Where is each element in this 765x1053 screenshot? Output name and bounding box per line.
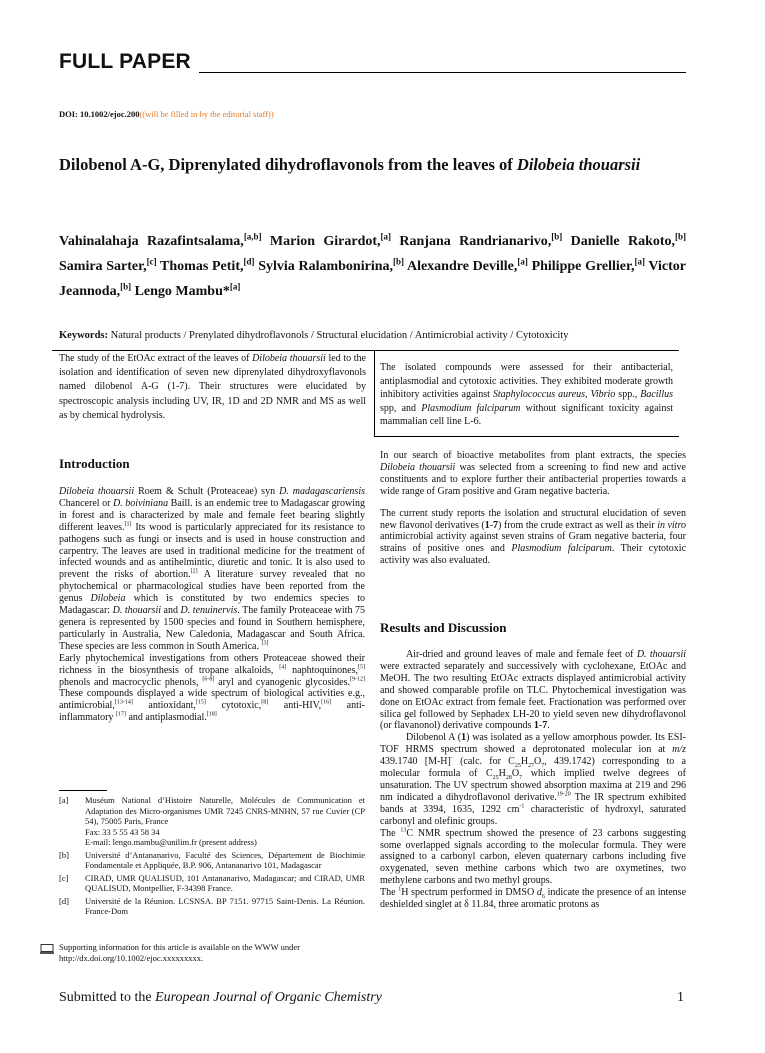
footnote-tag: [d] (59, 895, 69, 906)
italic-text: in vitro (657, 519, 686, 531)
abstract-text: without significant toxicity against mammalian cell line L-6. (380, 402, 673, 427)
keywords-label: Keywords: (59, 330, 108, 341)
footnote-body (85, 896, 365, 917)
body-text: - (489, 519, 494, 531)
abstract-text: The isolated compounds were assessed for their antibacterial, antiplasmodial and cytotoxic activities. They exhibited moderate growth inhibitory activities against (380, 362, 673, 400)
body-text: Its wood is particularly appreciated for its resistance to pathogens such as fungi or insects and is used in house construction and carpentry. The leaves are used in traditional medicine for the treatment of infected wounds and as antihelmintic, diuretic and tonic. It is also used to prevent the risks of abortion. (59, 521, 366, 581)
abstract-species: Dilobeia thouarsii (252, 353, 326, 364)
body-text: Dilobenol A ( (406, 732, 462, 744)
intro-body (59, 486, 365, 724)
subscript: 28 (505, 775, 512, 782)
right-paragraph-2 (380, 508, 686, 568)
header-label: FULL PAPER (59, 50, 191, 73)
body-text: which is constituted by two endemics species to Madagascar: (59, 593, 365, 617)
body-text: H (498, 768, 506, 780)
title-main: Dilobenol A-G, Diprenylated dihydroflavonols from the leaves of (59, 155, 517, 174)
paper-type-header (59, 50, 686, 76)
author-affiliation-mark: [b] (675, 231, 687, 242)
abstract-text: spp, and (380, 402, 422, 414)
body-text: These compounds displayed a wide spectrum of biological activities e.g., antimicrobial, (59, 688, 365, 712)
right-paragraph-1 (380, 450, 686, 498)
header-rule (199, 72, 686, 73)
superscript: [4] (279, 664, 287, 671)
footnote-body (85, 795, 365, 848)
author-name: Danielle Rakoto, (570, 234, 676, 249)
body-text: ) from the crude extract as well as their (498, 519, 658, 531)
italic-text: D. thouarsii (112, 605, 162, 617)
subscript: 25 (492, 775, 499, 782)
footnote-item (59, 795, 365, 848)
body-text: antimicrobial activity against seven strains of Gram negative bacteria, four strains of positive ones and (380, 531, 686, 555)
author-list (59, 229, 686, 304)
journal-name: European Journal of Organic Chemistry (155, 990, 382, 1005)
author-name: Marion Girardot, (269, 234, 381, 249)
author-affiliation-mark: [d] (243, 256, 255, 267)
footnote-item (59, 896, 365, 917)
subscript: 25 (514, 763, 521, 770)
author-affiliation-mark: [b] (393, 256, 404, 267)
body-text: indicate the presence of an intense deshielded singlet at δ 11.84, three aromatic protons as (380, 887, 687, 911)
intro-heading: Introduction (59, 456, 130, 471)
abstract-species: Staphylococcus aureus, Vibrio (492, 389, 616, 400)
body-text: The current study reports the isolation and structural elucidation of seven new flavonol derivatives ( (380, 507, 686, 531)
keywords (59, 330, 686, 341)
doi-note: ((will be filled in by the editorial staff)) (139, 109, 274, 119)
results-paragraph-2 (380, 732, 686, 827)
doi-text: DOI: 10.1002/ejoc.200 (59, 109, 140, 119)
superscript: -1 (519, 803, 525, 810)
italic-text: Dilobeia thouarsii (380, 461, 456, 473)
author-name: Vahinalahaja Razafintsalama, (59, 234, 244, 249)
author-affiliation-mark: [a] (517, 256, 528, 267)
page-number: 1 (677, 990, 684, 1005)
footnote-text: Muséum National d’Histoire Naturelle, Molécules de Communication et Adaptation des Micro-organismes UMR 7245 CNRS-MNHN, 57 rue Cuvier (CP 54), 75005 Paris, France (85, 795, 365, 826)
body-text: . (547, 720, 550, 732)
superscript: [9-12] (350, 676, 365, 683)
body-text: , 439.1742) corresponding to a molecular formula of C (380, 756, 686, 780)
superscript: [6-8] (202, 676, 215, 683)
body-text: (calc. for C (452, 756, 515, 768)
italic-text: D. thouarsii (636, 649, 687, 660)
affiliation-footnotes (59, 795, 365, 919)
italic-text: D. tenuinervis (180, 605, 238, 617)
body-text: Baill. is an endemic tree to Madagascar growing in forest and is characterized by male and female feet bearing slightly different leaves. (59, 497, 365, 533)
body-text: anti-inflammatory (59, 700, 365, 724)
superscript: [15] (195, 699, 206, 706)
subscript: 7 (541, 763, 545, 770)
abstract-text: led to the isolation and identification of seven new diprenylated dihydroxyflavonols named dilobenol A-G (1-7). Their structures were elucidated by spectroscopic analysis including UV, IR, 1D and 2D NMR and MS as well as by chemical hydrolysis. (59, 353, 366, 421)
footnote-rule (59, 790, 107, 791)
body-text: which implied twelve degrees of unsaturation. The UV spectrum showed absorption maxima at 219 and 296 nm indicated a dihydroflavonol derivative. (380, 768, 686, 803)
paper-title (59, 155, 719, 175)
abstract-species: Plasmodium falciparum (421, 402, 521, 414)
footnote-tag: [a] (59, 795, 69, 805)
footnote-item (59, 873, 365, 894)
superscript: [8] (261, 699, 269, 706)
abstract-text: The study of the EtOAc extract of the leaves of (59, 353, 253, 364)
body-text: Air-dried and ground leaves of male and female feet of (406, 649, 637, 660)
body-text: Chancerel or (59, 497, 114, 509)
abstract-right (380, 361, 673, 429)
body-text: aryl and cyanogenic glycosides. (214, 676, 350, 688)
intro-paragraph-2 (59, 653, 365, 724)
footnote-contact: E-mail: lengo.mambu@unilim.fr (present address) (85, 837, 257, 847)
body-text: C NMR spectrum showed the presence of 23 carbons suggesting some overlapped signals according to the molecular formula. They were assigned to a carbonyl carbon, eleven quaternary carbons including five oxygenated, seven methine carbons which two are oxymetines, two methylene carbons and two methyl groups. (380, 827, 687, 887)
body-text: . Their cytotoxic activity was also evaluated. (380, 543, 687, 567)
right-column-intro (380, 450, 686, 567)
bold-text: 1 (461, 732, 467, 744)
author-affiliation-mark: [a,b] (243, 231, 262, 242)
keywords-text: Natural products / Prenylated dihydroflavonols / Structural elucidation / Antimicrobial activity / Cytotoxicity (108, 330, 569, 341)
body-text: was selected from a screening to find new and active constituents and to explore further their antibacterial properties towards a wide range of Gram positive and Gram negative bacteria. (380, 461, 686, 497)
abstract-left (59, 352, 366, 423)
footnote-text: Université de la Réunion. LCSNSA. BP 7151. 97715 Saint-Denis. La Réunion. France-Dom (85, 895, 365, 916)
doi-line (59, 109, 274, 119)
body-text: In our search of bioactive metabolites from plant extracts, the species (380, 450, 686, 461)
author-name: Thomas Petit, (160, 259, 244, 274)
italic-text: Plasmodium falciparum (511, 543, 612, 555)
journal-footer (59, 990, 382, 1006)
footnote-tag: [c] (59, 872, 69, 883)
body-text: O (511, 768, 520, 780)
body-text: - (538, 720, 543, 732)
body-text: Roem & Schult (Proteaceae) syn (134, 486, 280, 497)
body-text: phenols and macrocyclic phenols, (59, 676, 203, 688)
footnote-body (85, 850, 365, 871)
superscript: 1 (398, 886, 402, 893)
results-heading: Results and Discussion (380, 620, 507, 635)
body-text: characteristic of hydroxyl, saturated carbonyl and olefinic groups. (380, 803, 687, 827)
author-name: Victor Jeannoda, (59, 259, 686, 299)
superscript: [1] (124, 521, 132, 528)
author-name: Philippe Grellier, (531, 259, 635, 274)
body-text: anti-HIV, (268, 700, 322, 712)
body-text: . The family Proteaceae with 75 genera is represented by 1500 species and found in Southern hemisphere, particularly in Australia, New Caledonia, Madagascar and South Africa. These species are less common in South America. (59, 605, 365, 652)
footnote-item (59, 850, 365, 871)
body-text: H (520, 756, 529, 768)
abstract-bottom-rule (374, 436, 679, 437)
results-paragraph-3 (380, 828, 686, 888)
subscript: 27 (528, 763, 535, 770)
results-paragraph-4 (380, 887, 686, 911)
abstract-text: spp., (615, 389, 641, 400)
superscript: [16] (321, 699, 332, 706)
body-text: O (534, 756, 542, 768)
body-text: were extracted separately and successively with cyclohexane, EtOAc and MeOH. The two resulting EtOAc extracts displayed antimicrobial activity and showed comparable profile on TLC. Phytochemical investigation was done on EtOAc extract from female feet. Fractionation was performed over silica gel followed by Sephadex LH-20 to yield seven new dihydroflavonol (or flavanonol) derivative compounds (380, 660, 686, 732)
body-text: naphtoquinones, (286, 664, 359, 676)
superscript: 19-20 (556, 791, 571, 798)
superscript: [13-14] (114, 699, 133, 706)
superscript: [2] (190, 569, 198, 576)
superscript: [5] (358, 664, 366, 671)
bold-text: 1 (484, 519, 490, 531)
supporting-info (40, 942, 370, 964)
body-text: The (380, 887, 399, 899)
footnote-contact: Fax: 33 5 55 43 58 34 (85, 826, 160, 837)
footnote-tag: [b] (59, 849, 69, 860)
superscript: 13 (400, 827, 407, 834)
bold-text: 7 (493, 519, 499, 531)
author-name: Samira Sarter, (59, 259, 147, 274)
body-text: Early phytochemical investigations from others Proteaceae showed their richness in the biosynthesis of tropane alkaloids, (59, 652, 365, 676)
author-affiliation-mark: [c] (146, 256, 157, 267)
results-body (380, 649, 686, 911)
footnote-text: Université d’Antananarivo, Faculté des Sciences, Département de Biochimie Fondamentale et Appliquée, B.P. 906, Antananarivo 101, Madagascar (85, 849, 365, 870)
italic-text: D. boiviniana (113, 497, 169, 509)
italic-text: Dilobeia (90, 593, 126, 605)
abstract-divider (374, 351, 375, 436)
italic-text: m/z (672, 744, 686, 756)
results-paragraph-1 (380, 649, 686, 732)
subscript: 6 (541, 894, 545, 901)
author-affiliation-mark: [a] (229, 281, 241, 292)
body-text: cytotoxic, (205, 700, 262, 712)
author-affiliation-mark: [a] (380, 231, 392, 242)
body-text: The IR spectrum exhibited bands at 3394, 1635, 1292 cm (380, 791, 687, 815)
abstract-species: Bacillus (640, 389, 673, 400)
title-species: Dilobeia thouarsii (516, 155, 641, 174)
supporting-info-text: Supporting information for this article is available on the WWW under http://dx.doi.org/10.1002/ejoc.xxxxxxxxx. (59, 942, 300, 963)
author-name: Alexandre Deville, (406, 259, 518, 274)
footer-prefix: Submitted to the (59, 990, 156, 1005)
superscript: [17] (115, 711, 126, 718)
author-affiliation-mark: [b] (120, 281, 132, 292)
author-affiliation-mark: [a] (634, 256, 645, 267)
body-text: A literature survey revealed that no phytochemical or pharmacological studies have been reported from the genus (59, 569, 365, 605)
bold-text: 1 (533, 720, 539, 732)
bold-text: 7 (542, 720, 548, 732)
author-affiliation-mark: [b] (551, 231, 563, 242)
author-name: Lengo Mambu* (134, 284, 230, 299)
body-text: The (380, 827, 401, 839)
body-text: 439.1740 [M-H] (380, 756, 451, 768)
footnote-body (85, 873, 365, 894)
body-text: and (161, 605, 181, 617)
superscript: - (450, 755, 453, 762)
abstract-top-rule (52, 350, 679, 351)
superscript: [18] (206, 711, 217, 718)
italic-text: d (536, 887, 542, 899)
body-text: ) was isolated as a yellow amorphous powder. Its ESI-TOF HRMS spectrum showed a deprotonated molecular ion at (380, 732, 686, 756)
footnote-text: CIRAD, UMR QUALISUD, 101 Antananarivo, Madagascar; and CIRAD, UMR QUALISUD, Montpellier, F-34398 France. (85, 872, 365, 893)
subscript: 7 (519, 775, 523, 782)
body-text: H spectrum performed in DMSO (401, 887, 537, 899)
body-text: antioxidant, (132, 700, 196, 712)
italic-text: Dilobeia thouarsii (59, 486, 135, 497)
author-name: Ranjana Randrianarivo, (399, 234, 552, 249)
computer-icon (40, 944, 54, 954)
superscript: [3] (261, 640, 269, 647)
intro-paragraph-1 (59, 486, 365, 653)
author-name: Sylvia Ralambonirina, (258, 259, 393, 274)
body-text: and antiplasmodial. (125, 712, 207, 724)
italic-text: D. madagascariensis (279, 486, 365, 497)
